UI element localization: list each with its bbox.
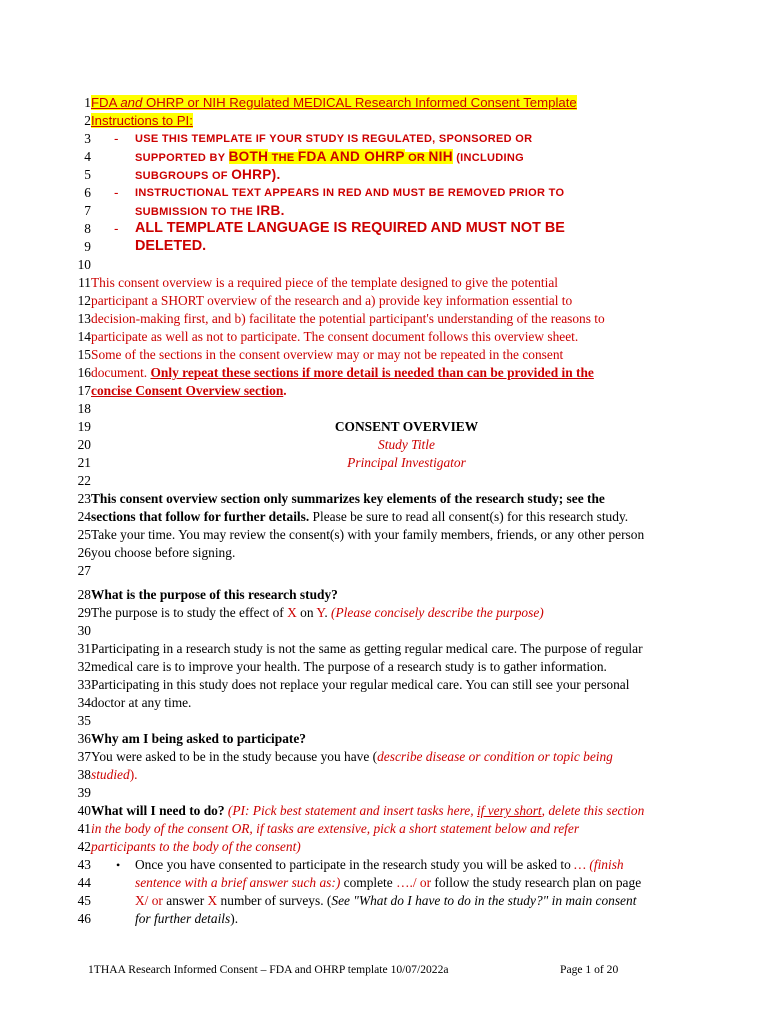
line-number: 32 (77, 659, 91, 674)
dash-marker: - (114, 185, 119, 200)
todo-line: participants to the body of the consent) (91, 839, 301, 854)
instruction-item-2-line-2: SUBMISSION TO THE IRB. (135, 203, 285, 218)
overview-note-line: Some of the sections in the consent overview may or may not be repeated in the consent (91, 347, 564, 362)
line-number: 42 (77, 839, 91, 854)
overview-note-line: document. Only repeat these sections if more detail is needed than can be provided in the (91, 365, 594, 380)
line-number: 3 (84, 131, 91, 146)
line-number: 5 (84, 167, 91, 182)
line-number: 1 (84, 95, 91, 110)
line-number: 45 (77, 893, 91, 908)
line-number: 4 (84, 149, 91, 164)
line-number: 39 (77, 785, 91, 800)
overview-note-line: concise Consent Overview section. (91, 383, 287, 398)
purpose-heading: What is the purpose of this research study? (91, 587, 338, 602)
line-number: 15 (77, 347, 91, 362)
overview-note-line: This consent overview is a required piece of the template designed to give the potential (91, 275, 559, 290)
instruction-item-3-line-2: DELETED. (135, 238, 207, 254)
line-number: 14 (77, 329, 91, 344)
summary-line: This consent overview section only summarizes key elements of the research study; see the (91, 491, 605, 506)
summary-line: sections that follow for further details. Please be sure to read all consent(s) for this research study. (91, 509, 629, 524)
instruction-item-1-line-2: SUPPORTED BY BOTH THE FDA AND OHRP OR NIH (INCLUDING (135, 149, 524, 164)
line-number: 17 (77, 383, 91, 398)
line-number: 46 (77, 911, 91, 926)
purpose-line: Participating in this study does not replace your regular medical care. You can still see your personal (91, 677, 630, 692)
line-number: 8 (84, 221, 91, 236)
line-number: 34 (77, 695, 91, 710)
overview-note-line: participate as well as not to participate. The consent document follows this overview sheet. (91, 329, 579, 344)
todo-bullet-line: Once you have consented to participate in the research study you will be asked to … (finish (135, 857, 624, 872)
todo-line: What will I need to do? (PI: Pick best statement and insert tasks here, if very short, delete this section (91, 803, 645, 818)
line-number: 38 (77, 767, 91, 782)
title-text-2: OHRP or NIH Regulated MEDICAL Research Informed Consent Template (142, 95, 577, 110)
why-heading: Why am I being asked to participate? (91, 731, 307, 746)
line-number: 11 (78, 275, 91, 290)
footer-text: 1THAA Research Informed Consent – FDA and OHRP template 10/07/2022a (88, 963, 449, 976)
line-number: 21 (77, 455, 91, 470)
line-number: 18 (77, 401, 91, 416)
line-number: 2 (84, 113, 91, 128)
dash-marker: - (114, 131, 119, 146)
consent-overview-heading: CONSENT OVERVIEW (334, 419, 479, 434)
template-title (91, 94, 722, 112)
line-number: 6 (84, 185, 91, 200)
dash-marker: - (114, 221, 119, 236)
purpose-line: doctor at any time. (91, 695, 192, 710)
why-line: studied). (91, 767, 138, 782)
line-number: 19 (77, 419, 91, 434)
line-number: 28 (77, 587, 91, 602)
principal-investigator: Principal Investigator (347, 455, 466, 470)
instruction-item-3-line-1: ALL TEMPLATE LANGUAGE IS REQUIRED AND MUST NOT BE (135, 220, 565, 236)
purpose-line: The purpose is to study the effect of X on Y. (Please concisely describe the purpose) (91, 605, 544, 620)
line-number: 36 (77, 731, 91, 746)
line-number: 40 (77, 803, 91, 818)
line-number: 9 (84, 239, 91, 254)
line-number: 27 (77, 563, 91, 578)
line-number: 20 (77, 437, 91, 452)
line-number: 7 (84, 203, 91, 218)
line-number: 23 (77, 491, 91, 506)
line-number: 10 (77, 257, 91, 272)
line-number: 43 (77, 857, 91, 872)
summary-line: you choose before signing. (91, 545, 236, 560)
summary-line: Take your time. You may review the consent(s) with your family members, friends, or any other person (91, 527, 645, 542)
title-and: and (120, 95, 143, 110)
line-number: 16 (77, 365, 91, 380)
line-number: 31 (77, 641, 91, 656)
line-number: 44 (77, 875, 91, 890)
why-line: You were asked to be in the study because you have (describe disease or condition or topic being (91, 749, 613, 764)
line-number: 12 (77, 293, 91, 308)
line-number: 13 (77, 311, 91, 326)
instruction-item-1-line-3: SUBGROUPS OF OHRP). (135, 167, 281, 182)
purpose-line: Participating in a research study is not the same as getting regular medical care. The purpose of regular (91, 641, 643, 656)
overview-note-line: decision-making first, and b) facilitate the potential participant's understanding of the reasons to (91, 311, 605, 326)
study-title: Study Title (378, 437, 435, 452)
line-number: 37 (77, 749, 91, 764)
todo-bullet-line: for further details). (135, 911, 239, 926)
purpose-line: medical care is to improve your health. The purpose of a research study is to gather information. (91, 659, 607, 674)
line-number: 22 (77, 473, 91, 488)
page-number: Page 1 of 20 (560, 963, 619, 976)
line-number: 25 (77, 527, 91, 542)
line-number: 24 (77, 509, 91, 524)
line-number: 30 (77, 623, 91, 638)
todo-line: in the body of the consent OR, if tasks are extensive, pick a short statement below and refer (91, 821, 580, 836)
bullet-marker: • (116, 858, 121, 872)
instruction-item-2-line-1: INSTRUCTIONAL TEXT APPEARS IN RED AND MUST BE REMOVED PRIOR TO (135, 187, 565, 199)
todo-bullet-line: sentence with a brief answer such as:) complete …./ or follow the study research plan on page (135, 875, 642, 890)
overview-note-line: participant a SHORT overview of the research and a) provide key information essential to (91, 293, 573, 308)
line-number: 29 (77, 605, 91, 620)
line-number: 35 (77, 713, 91, 728)
instruction-item-1-line-1: USE THIS TEMPLATE IF YOUR STUDY IS REGULATED, SPONSORED OR (135, 133, 533, 145)
instructions-label: Instructions to PI: (91, 113, 193, 128)
line-number: 26 (77, 545, 91, 560)
title-text: FDA (91, 95, 121, 110)
line-number: 33 (77, 677, 91, 692)
line-number: 41 (77, 821, 91, 836)
todo-heading: What will I need to do? (91, 803, 225, 818)
todo-bullet-line: X/ or answer X number of surveys. (See "What do I have to do in the study?" in main consent (135, 893, 637, 908)
